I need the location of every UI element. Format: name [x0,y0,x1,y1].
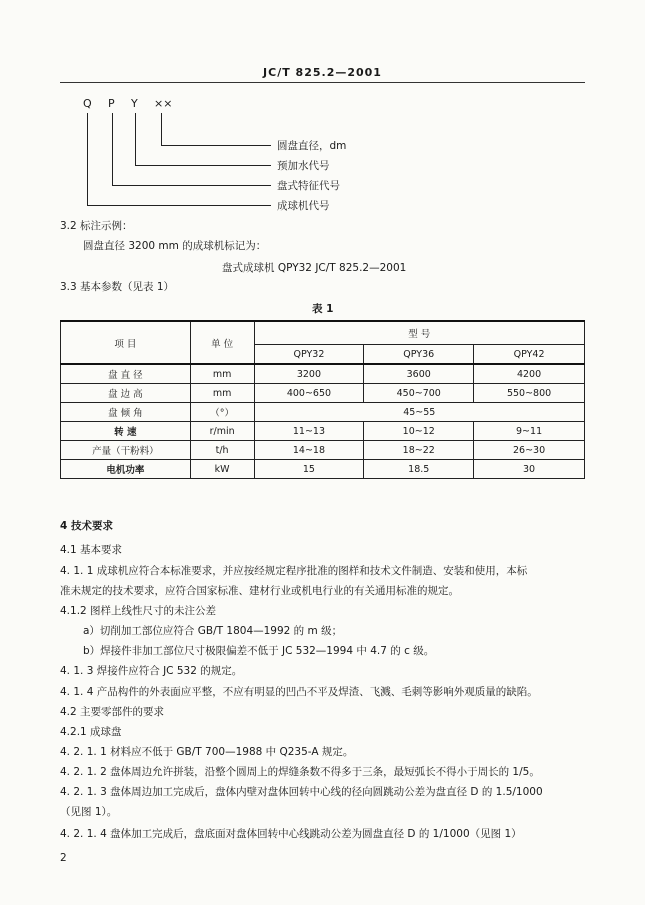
row-value-merged: 45~55 [254,403,584,422]
section-4-2-heading: 4.2 主要零部件的要求 [60,706,165,718]
section-4-2-1-3-line1: 4. 2. 1. 3 盘体周边加工完成后，盘体内壁对盘体回转中心线的径向圆跳动公差为盘直径 D 的 1.5/1000 [60,786,543,798]
row-unit: t/h [190,441,254,460]
connector-v2 [135,113,136,165]
header-unit: 单 位 [190,321,254,364]
row-value: 550~800 [474,384,585,403]
row-name: 转 速 [61,422,191,441]
table-row [61,384,585,403]
marking-example: 盘式成球机 QPY32 JC/T 825.2—2001 [222,262,407,274]
row-unit: r/min [190,422,254,441]
row-name: 盘 倾 角 [61,403,191,422]
connector-v3 [112,113,113,185]
section-3-3-heading: 3.3 基本参数（见表 1） [60,281,175,293]
model-qpy32: QPY32 [254,345,364,365]
row-name: 盘 直 径 [61,364,191,384]
row-value: 3600 [364,364,474,384]
standard-header: JC/T 825.2—2001 [263,66,382,79]
model-qpy36: QPY36 [364,345,474,365]
section-3-2-heading: 3.2 标注示例： [60,220,133,232]
marking-example-intro: 圆盘直径 3200 mm 的成球机标记为： [83,240,267,252]
table-row [61,460,585,479]
row-value: 3200 [254,364,364,384]
table-row [61,403,585,422]
row-unit: （°） [190,403,254,422]
section-4-2-1-heading: 4.2.1 成球盘 [60,726,122,738]
section-4-1-3: 4. 1. 3 焊接件应符合 JC 532 的规定。 [60,665,243,677]
row-unit: kW [190,460,254,479]
row-value: 18~22 [364,441,474,460]
header-rule [60,82,585,83]
code-letter-y: Y [131,97,138,110]
code-label-prewater: 预加水代号 [277,160,330,172]
header-model: 型 号 [254,321,584,345]
code-label-disc-type: 盘式特征代号 [277,180,340,192]
row-value: 30 [474,460,585,479]
row-value: 15 [254,460,364,479]
table-row [61,422,585,441]
section-4-2-1-3-line2: （见图 1）。 [60,806,118,818]
page-number: 2 [60,852,67,864]
parameter-table [60,320,585,479]
section-4-2-1-2: 4. 2. 1. 2 盘体周边允许拼装，沿整个圆周上的焊缝条数不得多于三条，最短弧长不得小于周长的 1/5。 [60,766,540,778]
row-value: 11~13 [254,422,364,441]
row-value: 14~18 [254,441,364,460]
section-4-1-heading: 4.1 基本要求 [60,544,123,556]
row-name: 盘 边 高 [61,384,191,403]
connector-h1 [161,145,271,146]
table-row [61,364,585,384]
code-letter-q: Q [83,97,92,110]
code-letter-p: P [108,97,115,110]
section-4-1-1-line1: 4. 1. 1 成球机应符合本标准要求，并应按经规定程序批准的图样和技术文件制造、安装和使用，本标 [60,565,528,577]
table-caption: 表 1 [312,303,334,315]
model-qpy42: QPY42 [474,345,585,365]
row-value: 18.5 [364,460,474,479]
header-item: 项 目 [61,321,191,364]
row-value: 450~700 [364,384,474,403]
section-4-2-1-1: 4. 2. 1. 1 材料应不低于 GB/T 700—1988 中 Q235-A 规定。 [60,746,354,758]
connector-v4 [87,113,88,205]
row-unit: mm [190,384,254,403]
section-4-heading: 4 技术要求 [60,520,113,532]
section-4-2-1-4: 4. 2. 1. 4 盘体加工完成后，盘底面对盘体回转中心线跳动公差为圆盘直径 D 的 1/1000（见图 1） [60,828,522,840]
connector-h3 [112,185,271,186]
connector-v1 [161,113,162,145]
code-label-machine: 成球机代号 [277,200,330,212]
row-value: 26~30 [474,441,585,460]
section-4-1-2-b: b）焊接件非加工部位尺寸极限偏差不低于 JC 532—1994 中 4.7 的 c 级。 [83,645,435,657]
code-letter-xx: ×× [154,97,173,110]
code-label-diameter: 圆盘直径，dm [277,140,347,152]
section-4-1-2-heading: 4.1.2 图样上线性尺寸的未注公差 [60,605,217,617]
row-value: 10~12 [364,422,474,441]
row-value: 4200 [474,364,585,384]
row-name: 产量（干粉料） [61,441,191,460]
table-row [61,441,585,460]
section-4-1-2-a: a）切削加工部位应符合 GB/T 1804—1992 的 m 级； [83,625,343,637]
row-unit: mm [190,364,254,384]
row-value: 9~11 [474,422,585,441]
connector-h4 [87,205,271,206]
row-name: 电机功率 [61,460,191,479]
row-value: 400~650 [254,384,364,403]
section-4-1-4: 4. 1. 4 产品构件的外表面应平整，不应有明显的凹凸不平及焊渣、飞溅、毛刺等影响外观质量的缺陷。 [60,686,538,698]
section-4-1-1-line2: 准未规定的技术要求，应符合国家标准、建材行业或机电行业的有关通用标准的规定。 [60,585,459,597]
connector-h2 [135,165,271,166]
